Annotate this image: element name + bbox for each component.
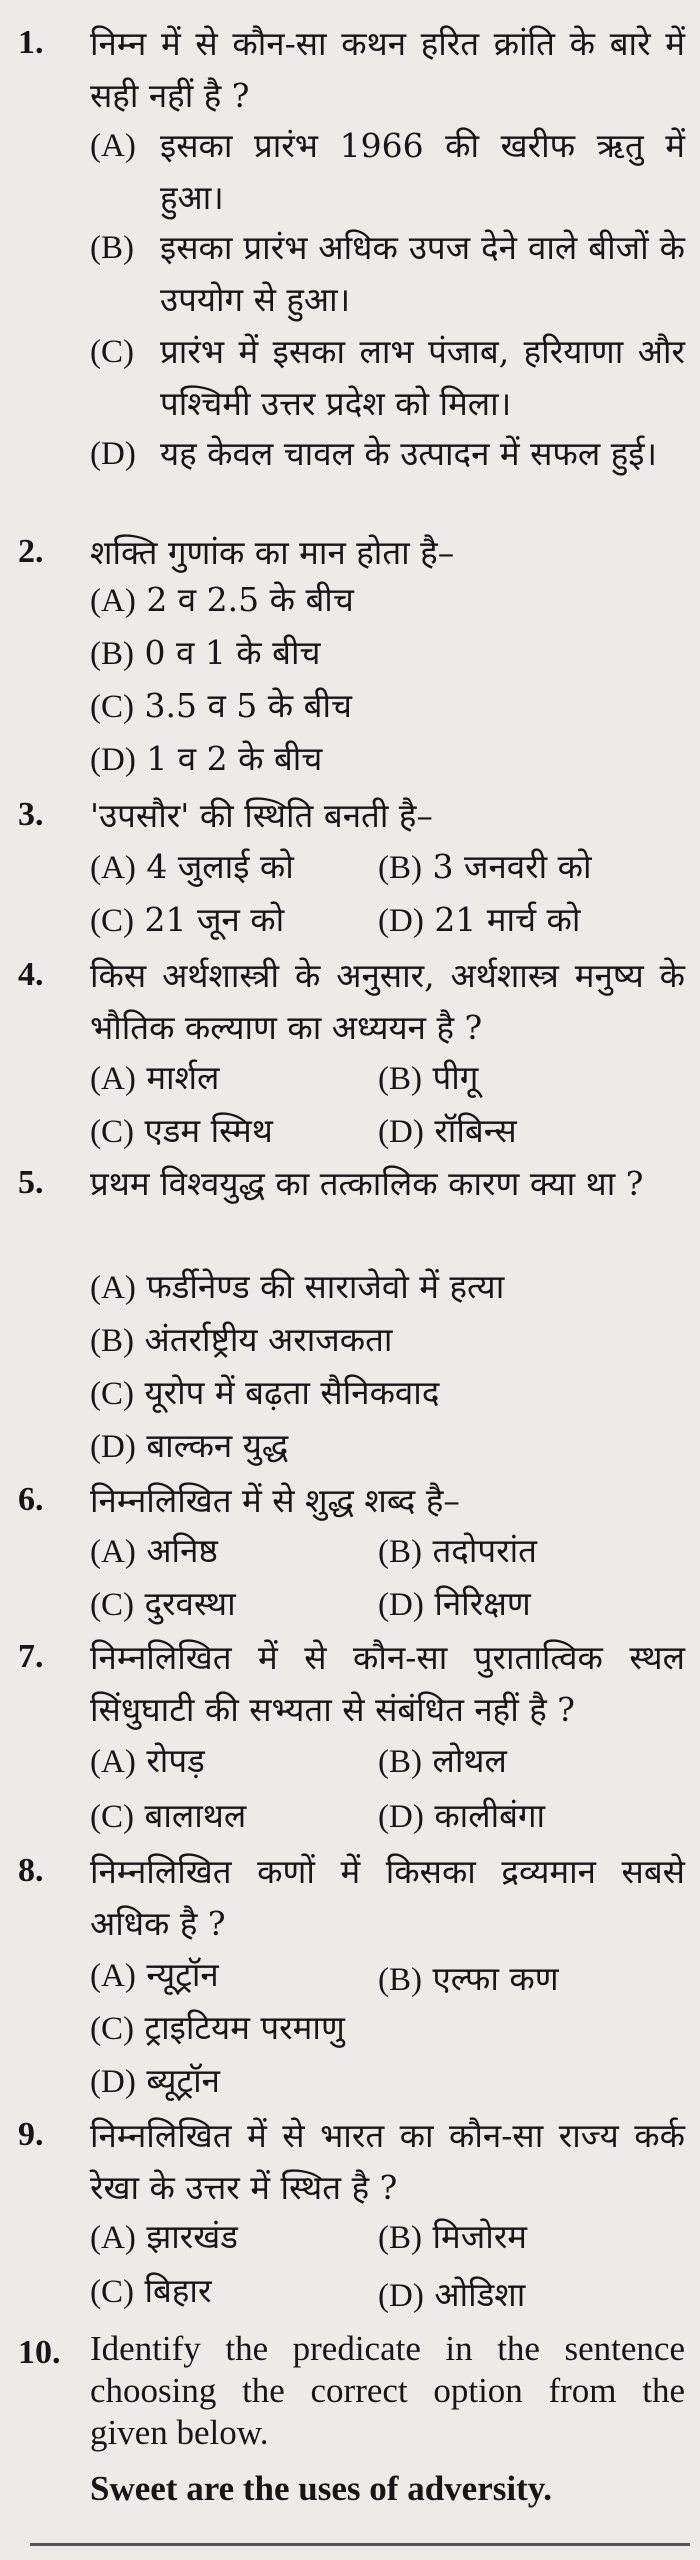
question-number: 8. bbox=[18, 1852, 44, 1889]
option-7b bbox=[378, 1736, 507, 1787]
option-label: (B) bbox=[378, 1534, 422, 1570]
option-label: (D) bbox=[90, 2064, 136, 2100]
option-text: यह केवल चावल के उत्पादन में सफल हुई। bbox=[160, 434, 657, 473]
option-label: (D) bbox=[90, 1429, 136, 1465]
option-text: 21 मार्च को bbox=[434, 900, 581, 939]
option-text: 21 जून को bbox=[144, 900, 285, 939]
option-text: अनिष्ठ bbox=[146, 1531, 218, 1570]
question-text: प्रथम विश्वयुद्ध का तत्कालिक कारण क्या था ? bbox=[90, 1164, 644, 1203]
option-text: ओडिशा bbox=[434, 2275, 526, 2314]
option-label: (B) bbox=[378, 1962, 422, 1998]
option-text: मार्शल bbox=[146, 1058, 220, 1097]
option-label: (A) bbox=[90, 2220, 136, 2256]
option-7a bbox=[90, 1736, 205, 1787]
question-text: निम्न में से कौन-सा कथन हरित क्रांति के बारे में सही नहीं है ? bbox=[90, 24, 685, 115]
option-9c bbox=[90, 2266, 211, 2317]
question-text: निम्नलिखित में से शुद्ध शब्द है– bbox=[90, 1481, 460, 1520]
option-7d bbox=[378, 1791, 545, 1842]
option-3a bbox=[90, 842, 294, 893]
option-label: (A) bbox=[90, 1744, 136, 1780]
option-text: इसका प्रारंभ अधिक उपज देने वाले बीजों के उपयोग से हुआ। bbox=[160, 228, 685, 319]
question-number: 1. bbox=[18, 24, 44, 61]
option-label: (A) bbox=[90, 1061, 136, 1097]
option-label: (A) bbox=[90, 1534, 136, 1570]
option-5a bbox=[90, 1262, 504, 1313]
option-label: (A) bbox=[90, 128, 136, 164]
option-9a bbox=[90, 2212, 238, 2263]
question-text: निम्नलिखित में से भारत का कौन-सा राज्य कर्क रेखा के उत्तर में स्थित है ? bbox=[90, 2116, 685, 2207]
option-text: एडम स्मिथ bbox=[144, 1111, 273, 1150]
option-text: बिहार bbox=[144, 2271, 212, 2310]
option-2a bbox=[90, 575, 354, 626]
question-number: 10. bbox=[18, 2334, 61, 2371]
option-label: (B) bbox=[90, 636, 134, 672]
option-5d bbox=[90, 1421, 288, 1472]
option-label: (C) bbox=[90, 2011, 134, 2047]
option-label: (A) bbox=[90, 850, 136, 886]
question-text: 'उपसौर' की स्थिति बनती है– bbox=[90, 796, 433, 835]
question-text: निम्नलिखित में से कौन-सा पुरातात्विक स्थल सिंधुघाटी की सभ्यता से संबंधित नहीं है ? bbox=[90, 1638, 685, 1729]
question-number: 5. bbox=[18, 1164, 44, 1201]
option-label: (D) bbox=[90, 436, 136, 472]
option-text: रॉबिन्स bbox=[434, 1111, 517, 1150]
option-label: (B) bbox=[378, 1744, 422, 1780]
option-label: (C) bbox=[90, 334, 134, 370]
option-label: (C) bbox=[90, 1114, 134, 1150]
option-label: (B) bbox=[90, 230, 134, 266]
option-text: 1 व 2 के बीच bbox=[146, 739, 323, 778]
option-label: (D) bbox=[378, 903, 424, 939]
option-text: लोथल bbox=[432, 1741, 507, 1780]
option-label: (C) bbox=[90, 1587, 134, 1623]
option-text: एल्फा कण bbox=[432, 1959, 559, 1998]
option-text: फर्डीनेण्ड की साराजेवो में हत्या bbox=[146, 1267, 505, 1306]
question-number: 3. bbox=[18, 796, 44, 833]
option-text: 0 व 1 के बीच bbox=[144, 633, 321, 672]
option-text: मिजोरम bbox=[432, 2217, 528, 2256]
option-text: 3.5 व 5 के बीच bbox=[144, 686, 352, 725]
option-label: (B) bbox=[378, 2220, 422, 2256]
question-text: निम्नलिखित कणों में किसका द्रव्यमान सबसे अधिक है ? bbox=[90, 1852, 685, 1943]
option-text: कालीबंगा bbox=[434, 1796, 546, 1835]
question-number: 9. bbox=[18, 2116, 44, 2153]
option-6c bbox=[90, 1579, 236, 1630]
question-number: 7. bbox=[18, 1638, 44, 1675]
option-label: (D) bbox=[378, 2278, 424, 2314]
option-text: ब्यूट्रॉन bbox=[146, 2061, 221, 2100]
option-label: (B) bbox=[90, 1323, 134, 1359]
question-number: 4. bbox=[18, 956, 44, 993]
option-5c bbox=[90, 1368, 439, 1419]
option-label: (A) bbox=[90, 1270, 136, 1306]
option-text: यूरोप में बढ़ता सैनिकवाद bbox=[144, 1373, 440, 1412]
option-text: बालाथल bbox=[144, 1796, 247, 1835]
option-label: (C) bbox=[90, 903, 134, 939]
option-8d bbox=[90, 2056, 220, 2107]
option-6a bbox=[90, 1526, 218, 1577]
option-label: (A) bbox=[90, 583, 136, 619]
option-4a bbox=[90, 1053, 219, 1104]
option-8a bbox=[90, 1950, 219, 2001]
option-text: तदोपरांत bbox=[432, 1531, 537, 1570]
option-text: न्यूट्रॉन bbox=[146, 1955, 219, 1994]
option-text: 3 जनवरी को bbox=[432, 847, 592, 886]
option-3b bbox=[378, 842, 592, 893]
option-label: (C) bbox=[90, 1376, 134, 1412]
option-4d bbox=[378, 1106, 517, 1157]
option-3c bbox=[90, 895, 284, 946]
question-text: शक्ति गुणांक का मान होता है– bbox=[90, 533, 455, 572]
option-label: (D) bbox=[378, 1799, 424, 1835]
option-2c bbox=[90, 681, 352, 732]
option-7c bbox=[90, 1791, 246, 1842]
option-text: पीगू bbox=[432, 1058, 479, 1097]
question-text: Identify the predicate in the sentence choosing the correct option from the given below. bbox=[90, 2329, 685, 2452]
option-text: रोपड़ bbox=[146, 1741, 205, 1780]
option-text: 4 जुलाई को bbox=[146, 847, 294, 886]
option-text: दुरवस्था bbox=[144, 1584, 236, 1623]
option-label: (D) bbox=[378, 1587, 424, 1623]
option-9b bbox=[378, 2212, 527, 2263]
bottom-divider bbox=[30, 2543, 690, 2546]
option-8c bbox=[90, 2003, 345, 2054]
question-number: 2. bbox=[18, 533, 44, 570]
option-label: (C) bbox=[90, 2274, 134, 2310]
option-text: ट्राइटियम परमाणु bbox=[144, 2008, 345, 2047]
option-4c bbox=[90, 1106, 273, 1157]
option-text: बाल्कन युद्ध bbox=[146, 1426, 289, 1465]
option-3d bbox=[378, 895, 580, 946]
option-4b bbox=[378, 1053, 478, 1104]
option-text: इसका प्रारंभ 1966 की खरीफ ऋतु में हुआ। bbox=[160, 126, 685, 217]
option-text: निरिक्षण bbox=[434, 1584, 531, 1623]
option-label: (D) bbox=[378, 1114, 424, 1150]
option-label: (B) bbox=[378, 850, 422, 886]
option-6d bbox=[378, 1579, 531, 1630]
question-text: किस अर्थशास्त्री के अनुसार, अर्थशास्त्र मनुष्य के भौतिक कल्याण का अध्ययन है ? bbox=[90, 956, 685, 1047]
option-2b bbox=[90, 628, 321, 679]
option-6b bbox=[378, 1526, 537, 1577]
option-label: (D) bbox=[90, 742, 136, 778]
option-label: (C) bbox=[90, 1799, 134, 1835]
option-label: (A) bbox=[90, 1958, 136, 1994]
option-9d bbox=[378, 2270, 525, 2321]
option-8b bbox=[378, 1954, 559, 2005]
question-sentence: Sweet are the uses of adversity. bbox=[90, 2469, 553, 2508]
option-label: (B) bbox=[378, 1061, 422, 1097]
option-2d bbox=[90, 734, 322, 785]
option-text: झारखंड bbox=[146, 2217, 238, 2256]
question-number: 6. bbox=[18, 1481, 44, 1518]
option-text: अंतर्राष्ट्रीय अराजकता bbox=[144, 1320, 393, 1359]
option-label: (C) bbox=[90, 689, 134, 725]
option-text: प्रारंभ में इसका लाभ पंजाब, हरियाणा और पश्चिमी उत्तर प्रदेश को मिला। bbox=[160, 332, 685, 423]
option-5b bbox=[90, 1315, 392, 1366]
option-text: 2 व 2.5 के बीच bbox=[146, 580, 354, 619]
